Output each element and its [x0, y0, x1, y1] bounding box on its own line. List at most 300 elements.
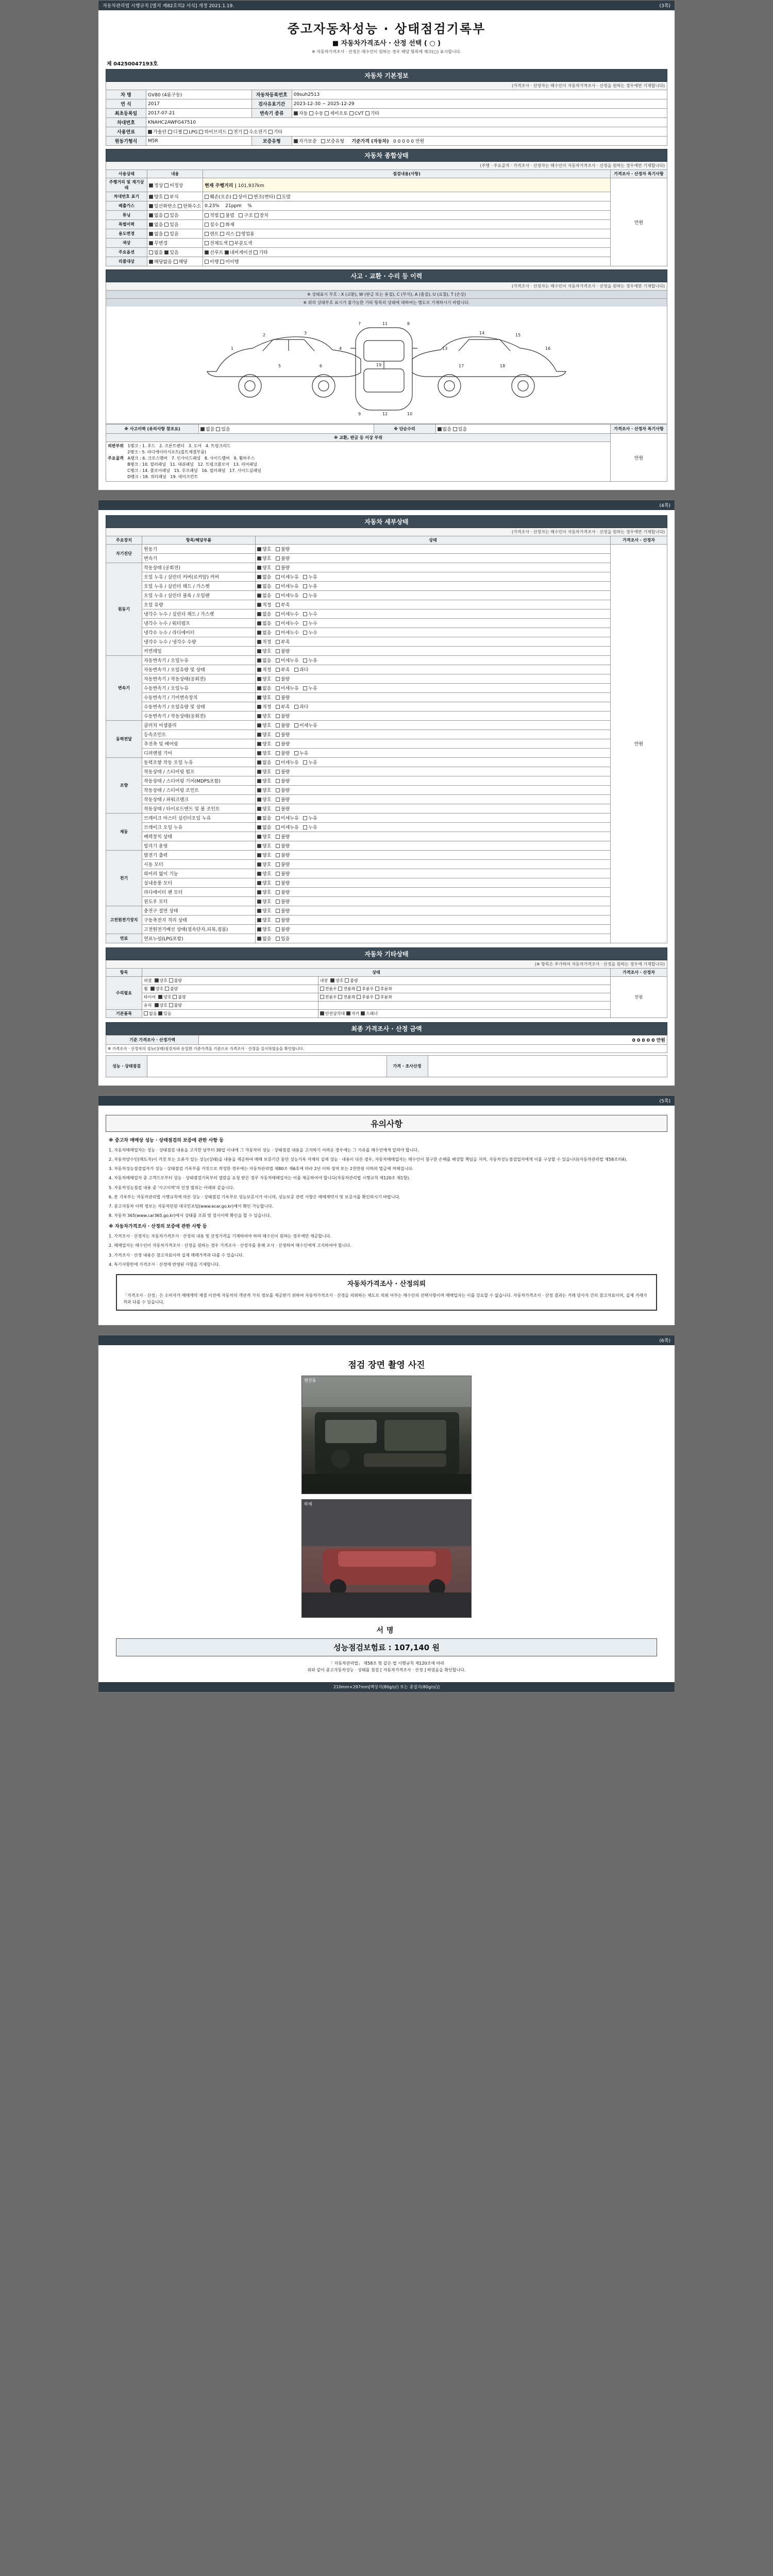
- options-detail[interactable]: 선루프 내비게이션 기타: [203, 248, 611, 257]
- detail-item-options[interactable]: 없음 미세누유 누유: [256, 572, 611, 582]
- detail-item-options[interactable]: 양호 불량: [256, 906, 611, 916]
- table-row: [106, 711, 667, 721]
- field-value: KNAHC2AWFG47510: [146, 118, 667, 127]
- emission-values: 0.23% 21ppm %: [203, 201, 611, 211]
- detail-item-options[interactable]: 양호 불량: [256, 925, 611, 934]
- appraiser-remarks: 만원: [611, 178, 667, 266]
- col-header: 주요장치: [106, 536, 142, 545]
- recall-options[interactable]: 해당없음 해당: [147, 257, 203, 266]
- page-3: [98, 1095, 675, 1326]
- table-row: [106, 619, 667, 628]
- detail-item-label: 냉각수 누수 / 실린더 헤드 / 가스켓: [142, 609, 256, 619]
- detail-item-options[interactable]: 없음 미세누유 누유: [256, 758, 611, 767]
- table-row: [106, 137, 667, 146]
- table-row: [106, 888, 667, 897]
- detail-item-label: 고전원전기배선 상태(접속단자,피복,접물): [142, 925, 256, 934]
- table-row: [106, 647, 667, 656]
- table-row: [106, 878, 667, 888]
- page-footer-bar: 210mm×297mm[백상지(80g/㎡) 또는 중질지(80g/㎡)]: [98, 1682, 675, 1692]
- detail-item-label: 냉각수 누수 / 라디에이터: [142, 628, 256, 637]
- detail-item-options[interactable]: 양호 불량: [256, 869, 611, 878]
- field-label: 차 명: [106, 90, 146, 99]
- detail-item-label: 변속기: [142, 554, 256, 563]
- detail-item-label: 자동변속기 / 작동상태(공회전): [142, 674, 256, 684]
- appraiser-col-header: 가격조사 · 산정자 특기사항: [611, 425, 667, 434]
- detail-item-options[interactable]: 양호 불량: [256, 878, 611, 888]
- detail-item-options[interactable]: 없음 미세누수 누수: [256, 619, 611, 628]
- detail-item-options[interactable]: 양호 불량: [256, 786, 611, 795]
- detail-item-label: 오일 누유 / 실린더 커버(로커암) 커버: [142, 572, 256, 582]
- svg-text:5: 5: [278, 364, 281, 368]
- table-row: [106, 109, 667, 118]
- detail-item-options[interactable]: 양호 불량: [256, 804, 611, 814]
- svg-text:8: 8: [407, 321, 410, 326]
- field-label: 변속기 종류: [251, 109, 292, 118]
- page-number-2: (4쪽): [659, 503, 670, 509]
- svg-text:4: 4: [339, 346, 342, 351]
- detail-item-label: 빌리기 윤핑: [142, 841, 256, 851]
- tuning-detail-options[interactable]: 적법 불법 구조 장치: [203, 211, 611, 220]
- field-value: 09suh2513: [292, 90, 667, 99]
- table-row: [106, 749, 667, 758]
- notice-item: 4. 자동차매매업자 중 고객으로부터 성능 · 상태점검기록부의 열람을 요청 받은 경우 자동차매매업자는 이를 제공하여야 합니다(자동차관리법 시행규칙 제120조 제1항).: [109, 1176, 410, 1181]
- field-label: 자동차등록번호: [251, 90, 292, 99]
- svg-text:2: 2: [263, 333, 266, 337]
- detail-item-label: 작동상태 / 스티어링 펌프: [142, 767, 256, 776]
- col-header: 가격조사 · 산정자 특기사항: [611, 170, 667, 178]
- detail-item-label: 작동상태 / 스티어링 기어(MDPS포함): [142, 776, 256, 786]
- detail-item-label: 윈도우 모터: [142, 897, 256, 906]
- engine-photo-caption: 엔진룸: [304, 1378, 316, 1383]
- section-basic-note: (가격조사 · 산정자는 매수인이 자동차가격조사 · 산정을 원하는 경우에만 기재합니다): [106, 82, 667, 90]
- detail-item-options[interactable]: 양호 불량: [256, 795, 611, 804]
- detail-item-label: 클러치 어셈블리: [142, 721, 256, 730]
- page-number-4: (6쪽): [659, 1338, 670, 1344]
- other-state-table: [106, 968, 667, 1018]
- detail-item-options[interactable]: 양호 불량: [256, 832, 611, 841]
- table-row: [106, 730, 667, 739]
- table-row: [106, 563, 667, 572]
- detail-item-options[interactable]: 양호 불량: [256, 647, 611, 656]
- table-row: [106, 841, 667, 851]
- svg-text:18: 18: [500, 364, 506, 368]
- field-value: 2017: [146, 99, 252, 109]
- detail-item-options[interactable]: 없음 있음: [256, 934, 611, 943]
- svg-text:19: 19: [376, 363, 382, 367]
- table-row: [106, 786, 667, 795]
- table-row: [106, 925, 667, 934]
- detail-group-label: 자기진단: [106, 545, 142, 563]
- detail-item-options[interactable]: 양호 불량: [256, 767, 611, 776]
- accident-history-options[interactable]: 없음 있음: [199, 425, 374, 434]
- section-basic-header: 자동차 기본정보: [106, 69, 667, 82]
- col-header: 가격조사 · 산정자: [611, 536, 667, 545]
- table-row: [106, 674, 667, 684]
- detail-item-label: 시동 모터: [142, 860, 256, 869]
- detail-item-label: 원동기: [142, 545, 256, 554]
- notice-item: 7. 중고자동차 이력 정보는 자동차민원 대국민포털(www.ecar.go.kr)에서 확인 가능합니다.: [109, 1204, 274, 1209]
- simple-repair-options[interactable]: 없음 있음: [435, 425, 611, 434]
- table-row: [106, 201, 667, 211]
- group-label: 수리필요: [106, 977, 142, 1010]
- footer-line-1: 「 자동차관리법」 제58조 및 같은 법 시행규칙 제120조에 따라: [328, 1661, 445, 1666]
- warranty-options[interactable]: 자가보증 보증유형 기준가격 (자동차) 0 0 0 0 0 만원: [292, 137, 667, 146]
- table-row: [106, 832, 667, 841]
- glass-state[interactable]: 유리 양호 불량: [142, 1002, 318, 1010]
- notice-item: 3. 자동차성능점검업자가 성능 · 상태점검 기록부를 거짓으로 작성한 경우에는 자동차관리법 제80조 제6호에 따라 2년 이하 징역 또는 2천만원 이하의 벌금에 처해집니다.: [109, 1166, 414, 1172]
- table-row: [106, 90, 667, 99]
- detail-item-options[interactable]: 없음 미세누수 누수: [256, 609, 611, 619]
- table-row: [106, 814, 667, 823]
- base-price-value: 0 0 0 0 0 만원: [393, 139, 425, 144]
- table-row: [106, 1002, 667, 1010]
- table-row: [106, 767, 667, 776]
- table-row: [106, 637, 667, 647]
- detail-item-options[interactable]: 양호 불량 미세누유: [256, 721, 611, 730]
- table-row: [106, 229, 667, 239]
- damaged-parts-label: ※ 교환, 판금 등 이상 부위: [106, 434, 611, 442]
- detail-item-options[interactable]: 없음 미세누유 누유: [256, 823, 611, 832]
- signer-label-right: 가격 · 조사산정: [386, 1056, 428, 1077]
- simple-repair-label: ※ 단순수리: [374, 425, 435, 434]
- accident-history-label: ※ 사고이력 (유의사항 참조요): [106, 425, 199, 434]
- underbody-photo: [301, 1499, 472, 1618]
- detail-item-options[interactable]: 적정 부족: [256, 600, 611, 609]
- field-label: 보증유형: [251, 137, 292, 146]
- table-row: [106, 1036, 667, 1045]
- row-label: 튜닝: [106, 211, 147, 220]
- table-row: [106, 897, 667, 906]
- color-options[interactable]: 무변경: [147, 239, 203, 248]
- svg-text:10: 10: [407, 412, 413, 416]
- section-detail-header: 자동차 세부상태: [106, 515, 667, 528]
- appraisal-request-box: [116, 1274, 657, 1311]
- detail-item-label: 오일 누유 / 실린더 헤드 / 가스켓: [142, 582, 256, 591]
- table-row: [106, 442, 667, 482]
- detail-item-options[interactable]: 양호 불량: [256, 545, 611, 554]
- notice-title: 유의사항: [106, 1115, 667, 1132]
- appraisal-request-title: 자동차가격조사 · 산정의뢰: [347, 1280, 426, 1288]
- table-row: [106, 1045, 667, 1053]
- table-row: [106, 554, 667, 563]
- car-diagram-svg: [201, 310, 572, 420]
- detail-item-options[interactable]: 양호 불량: [256, 860, 611, 869]
- table-header-row: [106, 170, 667, 178]
- final-price-note: ※ 가격조사 · 산정자의 성능(상태)점검자와 동일한 기준가격을 기준으로 가격조사 · 산정을 실시하였음을 확인합니다.: [106, 1045, 667, 1053]
- section-accident-header: 사고 · 교환 · 수리 등 이력: [106, 269, 667, 282]
- detail-rows: [106, 545, 667, 943]
- page-1: [98, 0, 675, 490]
- detail-item-label: 브레이크 오일 누유: [142, 823, 256, 832]
- page-number: (3쪽): [659, 4, 670, 9]
- mileage-value: 현재 주행거리 | 101,937km: [203, 178, 611, 192]
- table-row: [106, 545, 667, 554]
- field-label: 차대번호: [106, 118, 146, 127]
- special-history-options[interactable]: 없음 있음: [147, 220, 203, 229]
- car-diagram: [106, 307, 667, 424]
- detail-item-label: 수동변속기 / 오일누유: [142, 684, 256, 693]
- detail-group-label: 동력전달: [106, 721, 142, 758]
- notice-item: 1. 자동차매매업자는 성능 · 상태점검 내용을 고지한 날부터 30일 이내에 그 자동차의 성능 · 상태점검 내용을 고지하기 어려운 경우에는 그 사유를 매수인에게 알려야 합니다.: [109, 1147, 419, 1153]
- section-overall-header: 자동차 종합상태: [106, 149, 667, 162]
- detail-item-label: 작동상태 (공회전): [142, 563, 256, 572]
- special-history-detail[interactable]: 침수 화재: [203, 220, 611, 229]
- appraiser-remarks-value: 만원: [611, 434, 667, 482]
- usage-change-options[interactable]: 없음 있음: [147, 229, 203, 239]
- detail-item-label: 오일 유량: [142, 600, 256, 609]
- detail-item-label: 수동변속기 / 작동상태(공회전): [142, 711, 256, 721]
- detail-item-options[interactable]: 없음 미세누유 누유: [256, 591, 611, 600]
- table-header-row: [106, 969, 667, 977]
- svg-text:9: 9: [358, 412, 361, 416]
- other-appraiser-remarks: 만원: [611, 977, 667, 1018]
- base-price-label: 기준가격 (자동차): [351, 139, 389, 144]
- detail-item-options[interactable]: 양호 불량: [256, 897, 611, 906]
- detail-appraiser-remarks: 만원: [611, 545, 667, 943]
- col-header: 가격조사 · 산정자: [611, 969, 667, 977]
- basic-items-state[interactable]: 없음 있음: [142, 1010, 318, 1018]
- col-header: 내용: [147, 170, 203, 178]
- detail-item-label: 수동변속기 / 기어변속장치: [142, 693, 256, 702]
- section-detail-note: (가격조사 · 산정자는 매수인이 자동차가격조사 · 산정을 원하는 경우에만 기재합니다): [106, 528, 667, 536]
- detail-item-options[interactable]: 양호 불량: [256, 776, 611, 786]
- table-row: [106, 572, 667, 582]
- vin-state-options[interactable]: 양호 부식: [147, 192, 203, 201]
- svg-text:15: 15: [515, 333, 521, 337]
- detail-item-options[interactable]: 양호 불량: [256, 730, 611, 739]
- detail-item-label: 디퍼렌셜 기어: [142, 749, 256, 758]
- section-other-header: 자동차 기타상태: [106, 947, 667, 960]
- recall-detail[interactable]: 이행 미이행: [203, 257, 611, 266]
- table-row: [106, 425, 667, 434]
- svg-text:7: 7: [358, 321, 361, 326]
- field-value: GV80 (4륜구동): [146, 90, 252, 99]
- detail-item-label: 자동변속기 / 오일유량 및 상태: [142, 665, 256, 674]
- emission-options[interactable]: 일산화탄소 탄화수소: [147, 201, 203, 211]
- interior-state[interactable]: 내장 양호 불량: [318, 977, 610, 985]
- page-top-bar-2: [98, 500, 675, 510]
- basic-items-list[interactable]: 안전삼각대 자키 스패너: [318, 1010, 610, 1018]
- detail-item-label: 충전구 절연 상태: [142, 906, 256, 916]
- page-4: [98, 1335, 675, 1692]
- notice-item: 8. 자동차 365(www.car365.go.kr)에서 상태를 조회 및 검사이력 확인을 할 수 있습니다.: [109, 1213, 271, 1218]
- table-row: [106, 934, 667, 943]
- signer-field-left[interactable]: [147, 1056, 387, 1077]
- table-row: [106, 758, 667, 767]
- detail-item-label: 작동상태 / 파워크랭크: [142, 795, 256, 804]
- detail-item-options[interactable]: 양호 불량: [256, 693, 611, 702]
- table-row: [106, 1010, 667, 1018]
- notice-item-2: 3. 가격조사 · 산정 내용은 참고자료이며 실제 매매가격과 다를 수 있습니다.: [109, 1252, 244, 1258]
- detail-item-options[interactable]: 양호 불량 누유: [256, 749, 611, 758]
- detail-item-label: 동력조향 작동 오일 누유: [142, 758, 256, 767]
- field-value: 2023-12-30 ~ 2025-12-29: [292, 99, 667, 109]
- row-label: 색상: [106, 239, 147, 248]
- detail-item-label: 등속조인트: [142, 730, 256, 739]
- notice-item-2: 1. 가격조사 · 산정자는 자동차가격조사 · 산정의 내용 및 산정가격을 기재하여야 하며 매수인이 원하는 경우에만 제공합니다.: [109, 1234, 332, 1239]
- table-row: [106, 220, 667, 229]
- tire-state[interactable]: 타이어 양호 불량: [142, 993, 318, 1002]
- detail-item-options[interactable]: 없음 미세누유 누유: [256, 656, 611, 665]
- notice-item: 2. 자동차양수인(매도자)이 거짓 또는 오류가 있는 성능(상태)을 내용을 제공하여 매매 보증기간 동안 성능기록 자체의 실제 성능 · 내용이 다른 경우, 자동차매매업자는 매수인이 청구한 손해를 배상할 책임을 지며, 자동차성능점검업자에게 이를 구상할 수 있습니다(자동차관리법 제58조의4).: [109, 1157, 628, 1162]
- final-price-table: [106, 1035, 667, 1053]
- overall-state-table: [106, 170, 667, 266]
- svg-text:12: 12: [382, 412, 388, 416]
- svg-text:17: 17: [459, 364, 464, 368]
- detail-item-options[interactable]: 없음 미세누수 누수: [256, 628, 611, 637]
- svg-text:13: 13: [442, 346, 448, 351]
- section-price-header: 최종 가격조사 · 산정 금액: [106, 1022, 667, 1035]
- exterior-state[interactable]: 외장 양호 불량: [142, 977, 318, 985]
- detail-item-label: 오일 누유 / 실린더 블록 / 오일팬: [142, 591, 256, 600]
- table-row: [106, 127, 667, 137]
- usage-change-detail[interactable]: 렌트 리스 영업용: [203, 229, 611, 239]
- page-top-bar-3: [98, 1096, 675, 1106]
- detail-item-label: 라디에이터 팬 모터: [142, 888, 256, 897]
- table-row: [106, 795, 667, 804]
- detail-item-options[interactable]: 양호 불량: [256, 851, 611, 860]
- table-row: [106, 906, 667, 916]
- table-row: [106, 804, 667, 814]
- svg-text:3: 3: [304, 331, 307, 335]
- signer-field-right[interactable]: [428, 1056, 667, 1077]
- section-accident-note: (가격조사 · 산정자는 매수인이 자동차가격조사 · 산정을 원하는 경우에만 기재합니다): [106, 282, 667, 290]
- detail-item-label: 배력장치 상태: [142, 832, 256, 841]
- engine-photo-art: [302, 1376, 472, 1494]
- field-value: 2017-07-21: [146, 109, 252, 118]
- detail-item-options[interactable]: 양호 불량: [256, 674, 611, 684]
- basic-items-label: 기본품목: [106, 1010, 142, 1018]
- detail-item-label: 구동축전지 격리 상태: [142, 916, 256, 925]
- wheel-state[interactable]: 휠 양호 불량: [142, 985, 318, 993]
- vin-state-extra[interactable]: 훼손(오손) 상이 변조(변타) 도말: [203, 192, 611, 201]
- field-label: 최초등록일: [106, 109, 146, 118]
- section-other-note: (※ 항목은 추가하여 자동차가격조사 · 산정을 원하는 경우에 기재합니다): [106, 960, 667, 968]
- col-header: 상태: [142, 969, 611, 977]
- transmission-options[interactable]: 자동 수동 세미오토 CVT 기타: [292, 109, 667, 118]
- detail-item-options[interactable]: 없음 미세누유 누유: [256, 814, 611, 823]
- form-reference: 자동차관리법 시행규칙 [별지 제82호의2 서식] 개정 2021.1.19.: [103, 4, 234, 9]
- detail-item-options[interactable]: 없음 미세누유 누유: [256, 684, 611, 693]
- detail-item-options[interactable]: 적정 부족: [256, 637, 611, 647]
- tuning-options[interactable]: 없음 있음: [147, 211, 203, 220]
- tire-position[interactable]: 전륜우 전륜좌 후륜우 후륜좌: [318, 993, 610, 1002]
- document-number: 제 04250047193호: [107, 61, 158, 67]
- row-label: 주행거리 및 계기상태: [106, 178, 147, 192]
- page-number-3: (5쪽): [659, 1099, 670, 1104]
- detail-item-label: 자동변속기 / 오일누유: [142, 656, 256, 665]
- table-row: [106, 684, 667, 693]
- detail-item-options[interactable]: 양호 불량: [256, 841, 611, 851]
- table-row: [106, 118, 667, 127]
- col-header: 사용상태: [106, 170, 147, 178]
- page-top-bar: [98, 1, 675, 10]
- table-row: [106, 851, 667, 860]
- basic-info-table: [106, 90, 667, 146]
- detail-item-options[interactable]: 적정 부족 과다: [256, 665, 611, 674]
- detail-item-label: 작동상태 / 스티어링 조인트: [142, 786, 256, 795]
- detail-group-label: 변속기: [106, 656, 142, 721]
- accident-history-table: [106, 424, 667, 482]
- notice-heading-1: ※ 중고차 매매상 성능 · 상태점검의 보증에 관한 사항 등: [109, 1138, 224, 1143]
- table-row: [106, 434, 667, 442]
- table-header-row: [106, 536, 667, 545]
- notice-item: 5. 자동차성능점검 내용 중 '사고이력'의 인정 범위는 아래와 같습니다.: [109, 1185, 234, 1190]
- detail-group-label: 전기: [106, 851, 142, 906]
- table-row: [106, 239, 667, 248]
- doc-note: ※ 자동차가격조사 · 산정은 매수인이 원하는 경우 해당 항목에 체크(○) 표시합니다.: [311, 49, 461, 54]
- options-options[interactable]: 없음 있음: [147, 248, 203, 257]
- color-detail[interactable]: 전체도색 부분도색: [203, 239, 611, 248]
- detail-item-label: 커먼레일: [142, 647, 256, 656]
- svg-text:6: 6: [320, 364, 323, 368]
- notice-heading-2: ※ 자동차가격조사 · 산정의 보증에 관한 사항 등: [109, 1224, 207, 1230]
- table-row: [106, 628, 667, 637]
- table-row: [106, 869, 667, 878]
- detail-item-options[interactable]: 양호 불량: [256, 916, 611, 925]
- detail-item-options[interactable]: 양호 불량: [256, 711, 611, 721]
- row-label: 주요옵션: [106, 248, 147, 257]
- field-label: 검사유효기간: [251, 99, 292, 109]
- table-row: [106, 739, 667, 749]
- detail-item-label: 브레이크 마스터 실린더오일 누유: [142, 814, 256, 823]
- detail-item-options[interactable]: 양호 불량: [256, 554, 611, 563]
- wheel-position[interactable]: 전륜우 전륜좌 후륜우 후륜좌: [318, 985, 610, 993]
- detail-item-label: 연료누설(LPG포함): [142, 934, 256, 943]
- table-row: [106, 178, 667, 192]
- table-row: [106, 916, 667, 925]
- table-row: [106, 600, 667, 609]
- notice-item: 6. 본 기록부는 자동차관리법 시행규칙에 따른 성능 · 상태점검 기록부로 성능보증서가 아니며, 성능보증 관련 사항은 매매계약서 및 보증서를 확인하시기 바랍니다.: [109, 1194, 400, 1199]
- field-label: 원동기형식: [106, 137, 146, 146]
- detail-item-label: 냉각수 누수 / 워터펌프: [142, 619, 256, 628]
- mileage-state-options[interactable]: 정상 비정상: [147, 178, 203, 192]
- field-value: M5R: [146, 137, 252, 146]
- table-row: [106, 860, 667, 869]
- detail-group-label: 원동기: [106, 563, 142, 656]
- appraisal-request-text: 「가격조사 · 산정」은 소비자가 매매계약 체결 이전에 자동차의 객관적 가치 정보를 제공받기 위하여 자동차가격조사 · 산정을 의뢰하는 제도로 의뢰 여부는 매수인의 선택사항이며 매매업자는 이를 강요할 수 없습니다. 자동차가격조사 · 산정 결과는 거래 당사자 간의 참고자료이며, 실제 거래가격과 다를 수 있습니다.: [123, 1293, 647, 1304]
- detail-item-options[interactable]: 양호 불량: [256, 888, 611, 897]
- fuel-options[interactable]: 가솔린 디젤 LPG 하이브리드 전기 수소전기 기타: [146, 127, 667, 137]
- final-price-label: 기준 가격조사 · 산정가액: [106, 1036, 199, 1045]
- detail-item-options[interactable]: 양호 불량: [256, 563, 611, 572]
- col-header: 점검내용(사항): [203, 170, 611, 178]
- footer-note: [106, 1660, 667, 1674]
- row-label: 배출가스: [106, 201, 147, 211]
- notice-body: [106, 1137, 667, 1268]
- detail-item-options[interactable]: 적정 부족 과다: [256, 702, 611, 711]
- row-label: 용도변경: [106, 229, 147, 239]
- engine-photo: [301, 1376, 472, 1494]
- accident-legend2: ※ 위의 상태부호 표시가 불가능한 기타 항목의 상태에 대하여는 별도로 기재하시기 바랍니다.: [106, 298, 667, 307]
- doc-subtitle: ■ 자동차가격조사 · 산정 선택 ( ○ ): [332, 40, 441, 47]
- detail-item-label: 수동변속기 / 오일유량 및 상태: [142, 702, 256, 711]
- detail-item-options[interactable]: 양호 불량: [256, 739, 611, 749]
- footer-line-2: 위와 같이 중고자동차성능 · 상태를 점검 [ 자동차가격조사 · 산정 ] 하였음을 확인합니다.: [307, 1668, 466, 1673]
- detail-item-label: 발전기 출력: [142, 851, 256, 860]
- svg-text:14: 14: [479, 331, 485, 335]
- underbody-photo-art: [302, 1500, 472, 1618]
- detail-group-label: 조향: [106, 758, 142, 814]
- table-row: [106, 609, 667, 619]
- notice-item-2: 2. 매매업자는 매수인이 자동차가격조사 · 산정을 원하는 경우 가격조사 · 산정자를 통해 조사 · 산정하여 매수인에게 고지하여야 합니다.: [109, 1243, 351, 1248]
- detail-item-options[interactable]: 없음 미세누유 누유: [256, 582, 611, 591]
- table-row: [106, 693, 667, 702]
- underbody-photo-caption: 하체: [304, 1502, 312, 1507]
- svg-text:16: 16: [545, 346, 551, 351]
- field-label: 연 식: [106, 99, 146, 109]
- table-row: [106, 721, 667, 730]
